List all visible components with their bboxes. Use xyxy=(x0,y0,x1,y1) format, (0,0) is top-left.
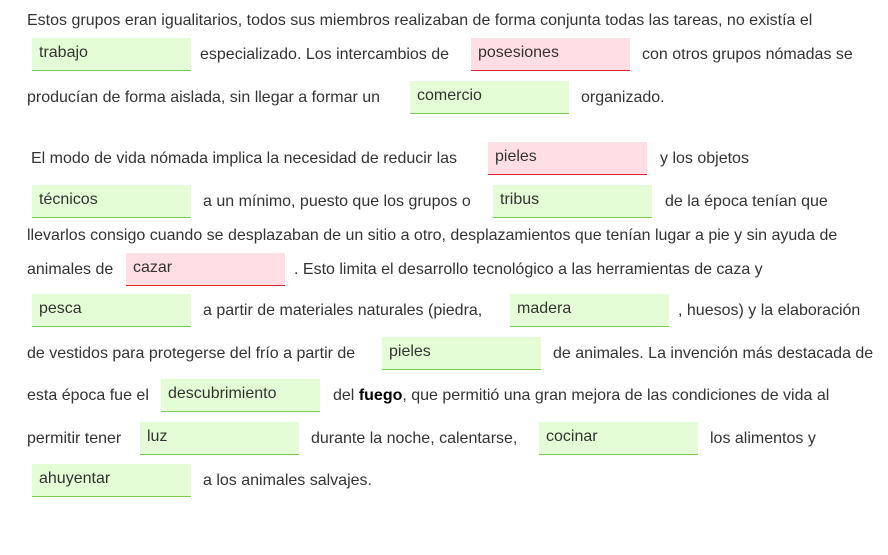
answer-gap-12[interactable]: luz xyxy=(140,422,299,455)
text-segment: , huesos) y la elaboración xyxy=(678,302,861,319)
text-segment: Estos grupos eran igualitarios, todos sus miembros realizaban de forma conjunta todas las tareas, no existía el xyxy=(27,12,813,29)
answer-gap-13[interactable]: cocinar xyxy=(539,422,698,455)
answer-gap-14[interactable]: ahuyentar xyxy=(32,464,191,497)
text-segment: durante la noche, calentarse, xyxy=(311,430,518,447)
answer-gap-5[interactable]: técnicos xyxy=(32,185,191,218)
text-segment: a partir de materiales naturales (piedra, xyxy=(203,302,483,319)
text-segment: El modo de vida nómada implica la necesidad de reducir las xyxy=(31,150,458,167)
answer-gap-11[interactable]: descubrimiento xyxy=(161,379,320,412)
answer-gap-7[interactable]: cazar xyxy=(126,253,285,286)
text-segment: permitir tener xyxy=(27,430,122,447)
text-segment: a los animales salvajes. xyxy=(203,472,372,489)
text-segment: animales de xyxy=(27,261,114,278)
text-segment: de animales. La invención más destacada de xyxy=(553,345,874,362)
text-segment: producían de forma aislada, sin llegar a formar un xyxy=(27,89,381,106)
answer-gap-10[interactable]: pieles xyxy=(382,337,541,370)
answer-gap-9[interactable]: madera xyxy=(510,294,669,327)
text-segment: , que permitió una gran mejora de las condiciones de vida al xyxy=(402,387,830,404)
bold-term: fuego xyxy=(358,387,403,404)
answer-gap-1[interactable]: trabajo xyxy=(32,38,191,71)
text-segment: . Esto limita el desarrollo tecnológico a las herramientas de caza y xyxy=(294,261,763,278)
answer-gap-2[interactable]: posesiones xyxy=(471,38,630,71)
text-segment: de vestidos para protegerse del frío a partir de xyxy=(27,345,356,362)
answer-gap-6[interactable]: tribus xyxy=(493,185,652,218)
text-segment: especializado. Los intercambios de xyxy=(200,46,450,63)
text-segment: con otros grupos nómadas se xyxy=(642,46,853,63)
text-segment: llevarlos consigo cuando se desplazaban de un sitio a otro, desplazamientos que tenían lugar a pie y sin ayuda de xyxy=(27,227,838,244)
answer-gap-4[interactable]: pieles xyxy=(488,142,647,175)
text-segment: esta época fue el xyxy=(27,387,149,404)
answer-gap-8[interactable]: pesca xyxy=(32,294,191,327)
text-segment: a un mínimo, puesto que los grupos o xyxy=(203,193,471,210)
text-segment: organizado. xyxy=(581,89,665,106)
text-segment: los alimentos y xyxy=(710,430,816,447)
answer-gap-3[interactable]: comercio xyxy=(410,81,569,114)
text-segment xyxy=(333,387,829,405)
text-segment: de la época tenían que xyxy=(665,193,828,210)
text-segment: y los objetos xyxy=(660,150,749,167)
text-segment: del xyxy=(333,387,355,404)
